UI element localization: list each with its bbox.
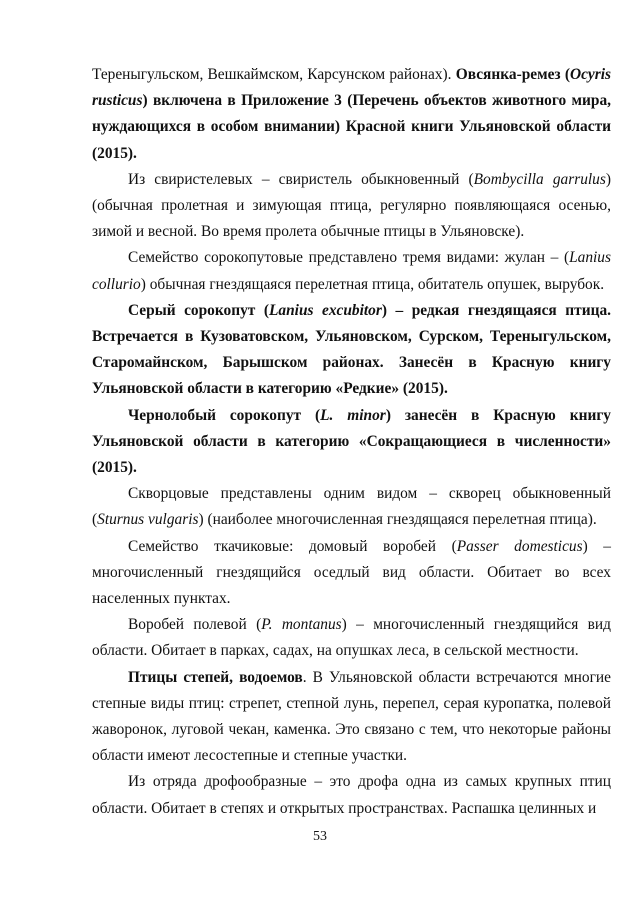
latin-name: Lanius collurio <box>92 249 611 293</box>
paragraph-steppe-birds <box>92 665 611 770</box>
paragraph-passer-domesticus <box>92 534 611 613</box>
bold-heading: Птицы степей, водоемов <box>128 668 303 686</box>
paragraph-lanius-excubitor <box>92 298 611 403</box>
text: ) (наиболее многочисленная гнездящаяся перелетная птица). <box>198 511 597 529</box>
bold-text: Серый сорокопут (Lanius excubitor) – редкая гнездящаяся птица. Встречается в Кузоватовском, Ульяновском, Сурском, Тереныгульском, Старомайнском, Барышском районах. Занесён в Красную книгу Ульяновской области в категорию «Редкие» (2015). <box>92 301 611 398</box>
paragraph-bombycilla <box>92 167 611 246</box>
latin-name: Bombycilla garrulus <box>473 170 606 188</box>
text: ) – многочисленный гнездящийся оседлый вид области. Обитает во всех населенных пунктах. <box>92 537 612 608</box>
bold-text: Чернолобый сорокопут (L. minor) занесён в Красную книгу Ульяновской области в категорию «Сокращающиеся в численности» (2015). <box>92 406 612 477</box>
bold-text: Овсянка-ремез (Ocyris rusticus) включена в Приложение 3 (Перечень объектов животного мира, нуждающихся в особом внимании) Красной книги Ульяновской области (2015). <box>92 66 611 162</box>
latin-name: Sturnus vulgaris <box>97 511 199 529</box>
text: Тереныгульском, Вешкаймском, Карсунском районах). <box>92 66 456 83</box>
latin-name: Lanius excubitor <box>269 301 382 319</box>
paragraph-sturnus <box>92 481 611 533</box>
text: ) обычная гнездящаяся перелетная птица, обитатель опушек, вырубок. <box>140 275 605 293</box>
text: Воробей полевой ( <box>128 616 262 634</box>
text: Из отряда дрофообразные – это дрофа одна из самых крупных птиц области. Обитает в степях и открытых пространствах. Распашка целинных и <box>92 773 611 817</box>
text: Скворцовые представлены одним видом – скворец обыкновенный ( <box>92 485 611 529</box>
text: Семейство сорокопутовые представлено тремя видами: жулан – ( <box>128 249 570 267</box>
paragraph-lanius-minor <box>92 403 611 482</box>
latin-name: Ocyris rusticus <box>92 66 611 110</box>
paragraph-bustard <box>92 769 611 821</box>
text: ) – многочисленный гнездящийся вид области. Обитает в парках, садах, на опушках леса, в сельской местности. <box>92 616 611 660</box>
document-page <box>92 62 611 822</box>
text: Семейство ткачиковые: домовый воробей ( <box>128 537 457 555</box>
latin-name: P. montanus <box>261 616 342 634</box>
text: . В Ульяновской области встречаются многие степные виды птиц: стрепет, степной лунь, перепел, серая куропатка, полевой жаворонок, луговой чекан, каменка. Это связано с тем, что некоторые районы области имеют лесостепные и степные участки. <box>92 668 611 765</box>
latin-name: Passer domesticus <box>456 537 583 555</box>
page-number: 53 <box>313 829 327 844</box>
paragraph-lanius-collurio <box>92 245 611 297</box>
text: ) (обычная пролетная и зимующая птица, регулярно появляющаяся осенью, зимой и весной. Во время пролета обычные птицы в Ульяновске). <box>92 170 611 241</box>
text: Из свиристелевых – свиристель обыкновенный ( <box>128 170 474 188</box>
latin-name: L. minor <box>320 406 386 424</box>
paragraph-passer-montanus <box>92 612 611 664</box>
paragraph-ocyris <box>92 62 611 167</box>
